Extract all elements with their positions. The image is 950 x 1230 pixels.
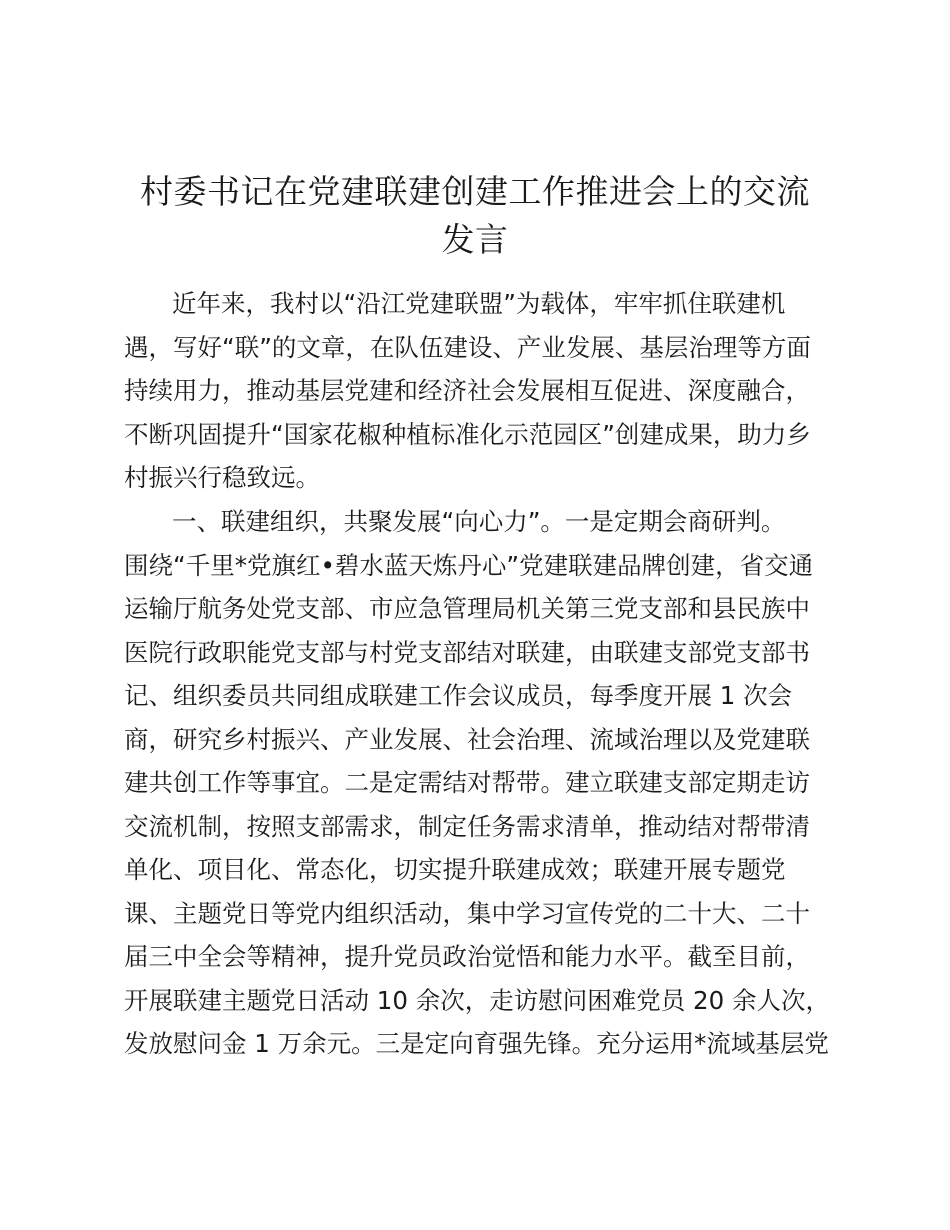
paragraph-line: 近年来，我村以“沿江党建联盟”为载体，牢牢抓住联建机 xyxy=(172,289,786,318)
document-title-line-2: 发言 xyxy=(441,220,509,259)
paragraph-line: 发放慰问金 1 万余元。三是定向育强先锋。充分运用*流域基层党 xyxy=(124,1029,829,1058)
paragraph-line: 届三中全会等精神，提升党员政治觉悟和能力水平。截至目前， xyxy=(124,942,810,971)
paragraph-line: 开展联建主题党日活动 10 余次，走访慰问困难党员 20 余人次， xyxy=(124,986,830,1015)
paragraph-line: 村振兴行稳致远。 xyxy=(124,463,320,492)
paragraph-line: 课、主题党日等党内组织活动，集中学习宣传党的二十大、二十 xyxy=(124,899,810,928)
paragraph-line: 建共创工作等事宜。二是定需结对帮带。建立联建支部定期走访 xyxy=(124,768,810,797)
paragraph-line: 医院行政职能党支部与村党支部结对联建，由联建支部党支部书 xyxy=(124,638,810,667)
paragraph-line: 单化、项目化、常态化，切实提升联建成效；联建开展专题党 xyxy=(124,855,786,884)
paragraph-line: 不断巩固提升“国家花椒种植标准化示范园区”创建成果，助力乡 xyxy=(124,420,811,449)
document-title-line-1: 村委书记在党建联建创建工作推进会上的交流 xyxy=(140,172,810,211)
paragraph-line: 围绕“千里*党旗红•碧水蓝天炼丹心”党建联建品牌创建，省交通 xyxy=(124,551,814,580)
paragraph-line: 交流机制，按照支部需求，制定任务需求清单，推动结对帮带清 xyxy=(124,812,810,841)
paragraph-line: 记、组织委员共同组成联建工作会议成员，每季度开展 1 次会 xyxy=(124,681,793,710)
paragraph-line: 持续用力，推动基层党建和经济社会发展相互促进、深度融合， xyxy=(124,376,810,405)
paragraph-line: 遇，写好“联”的文章，在队伍建设、产业发展、基层治理等方面 xyxy=(124,333,811,362)
section-heading-line: 一、联建组织，共聚发展“向心力”。一是定期会商研判。 xyxy=(172,507,786,536)
paragraph-line: 商，研究乡村振兴、产业发展、社会治理、流域治理以及党建联 xyxy=(124,725,810,754)
paragraph-line: 运输厅航务处党支部、市应急管理局机关第三党支部和县民族中 xyxy=(124,594,810,623)
